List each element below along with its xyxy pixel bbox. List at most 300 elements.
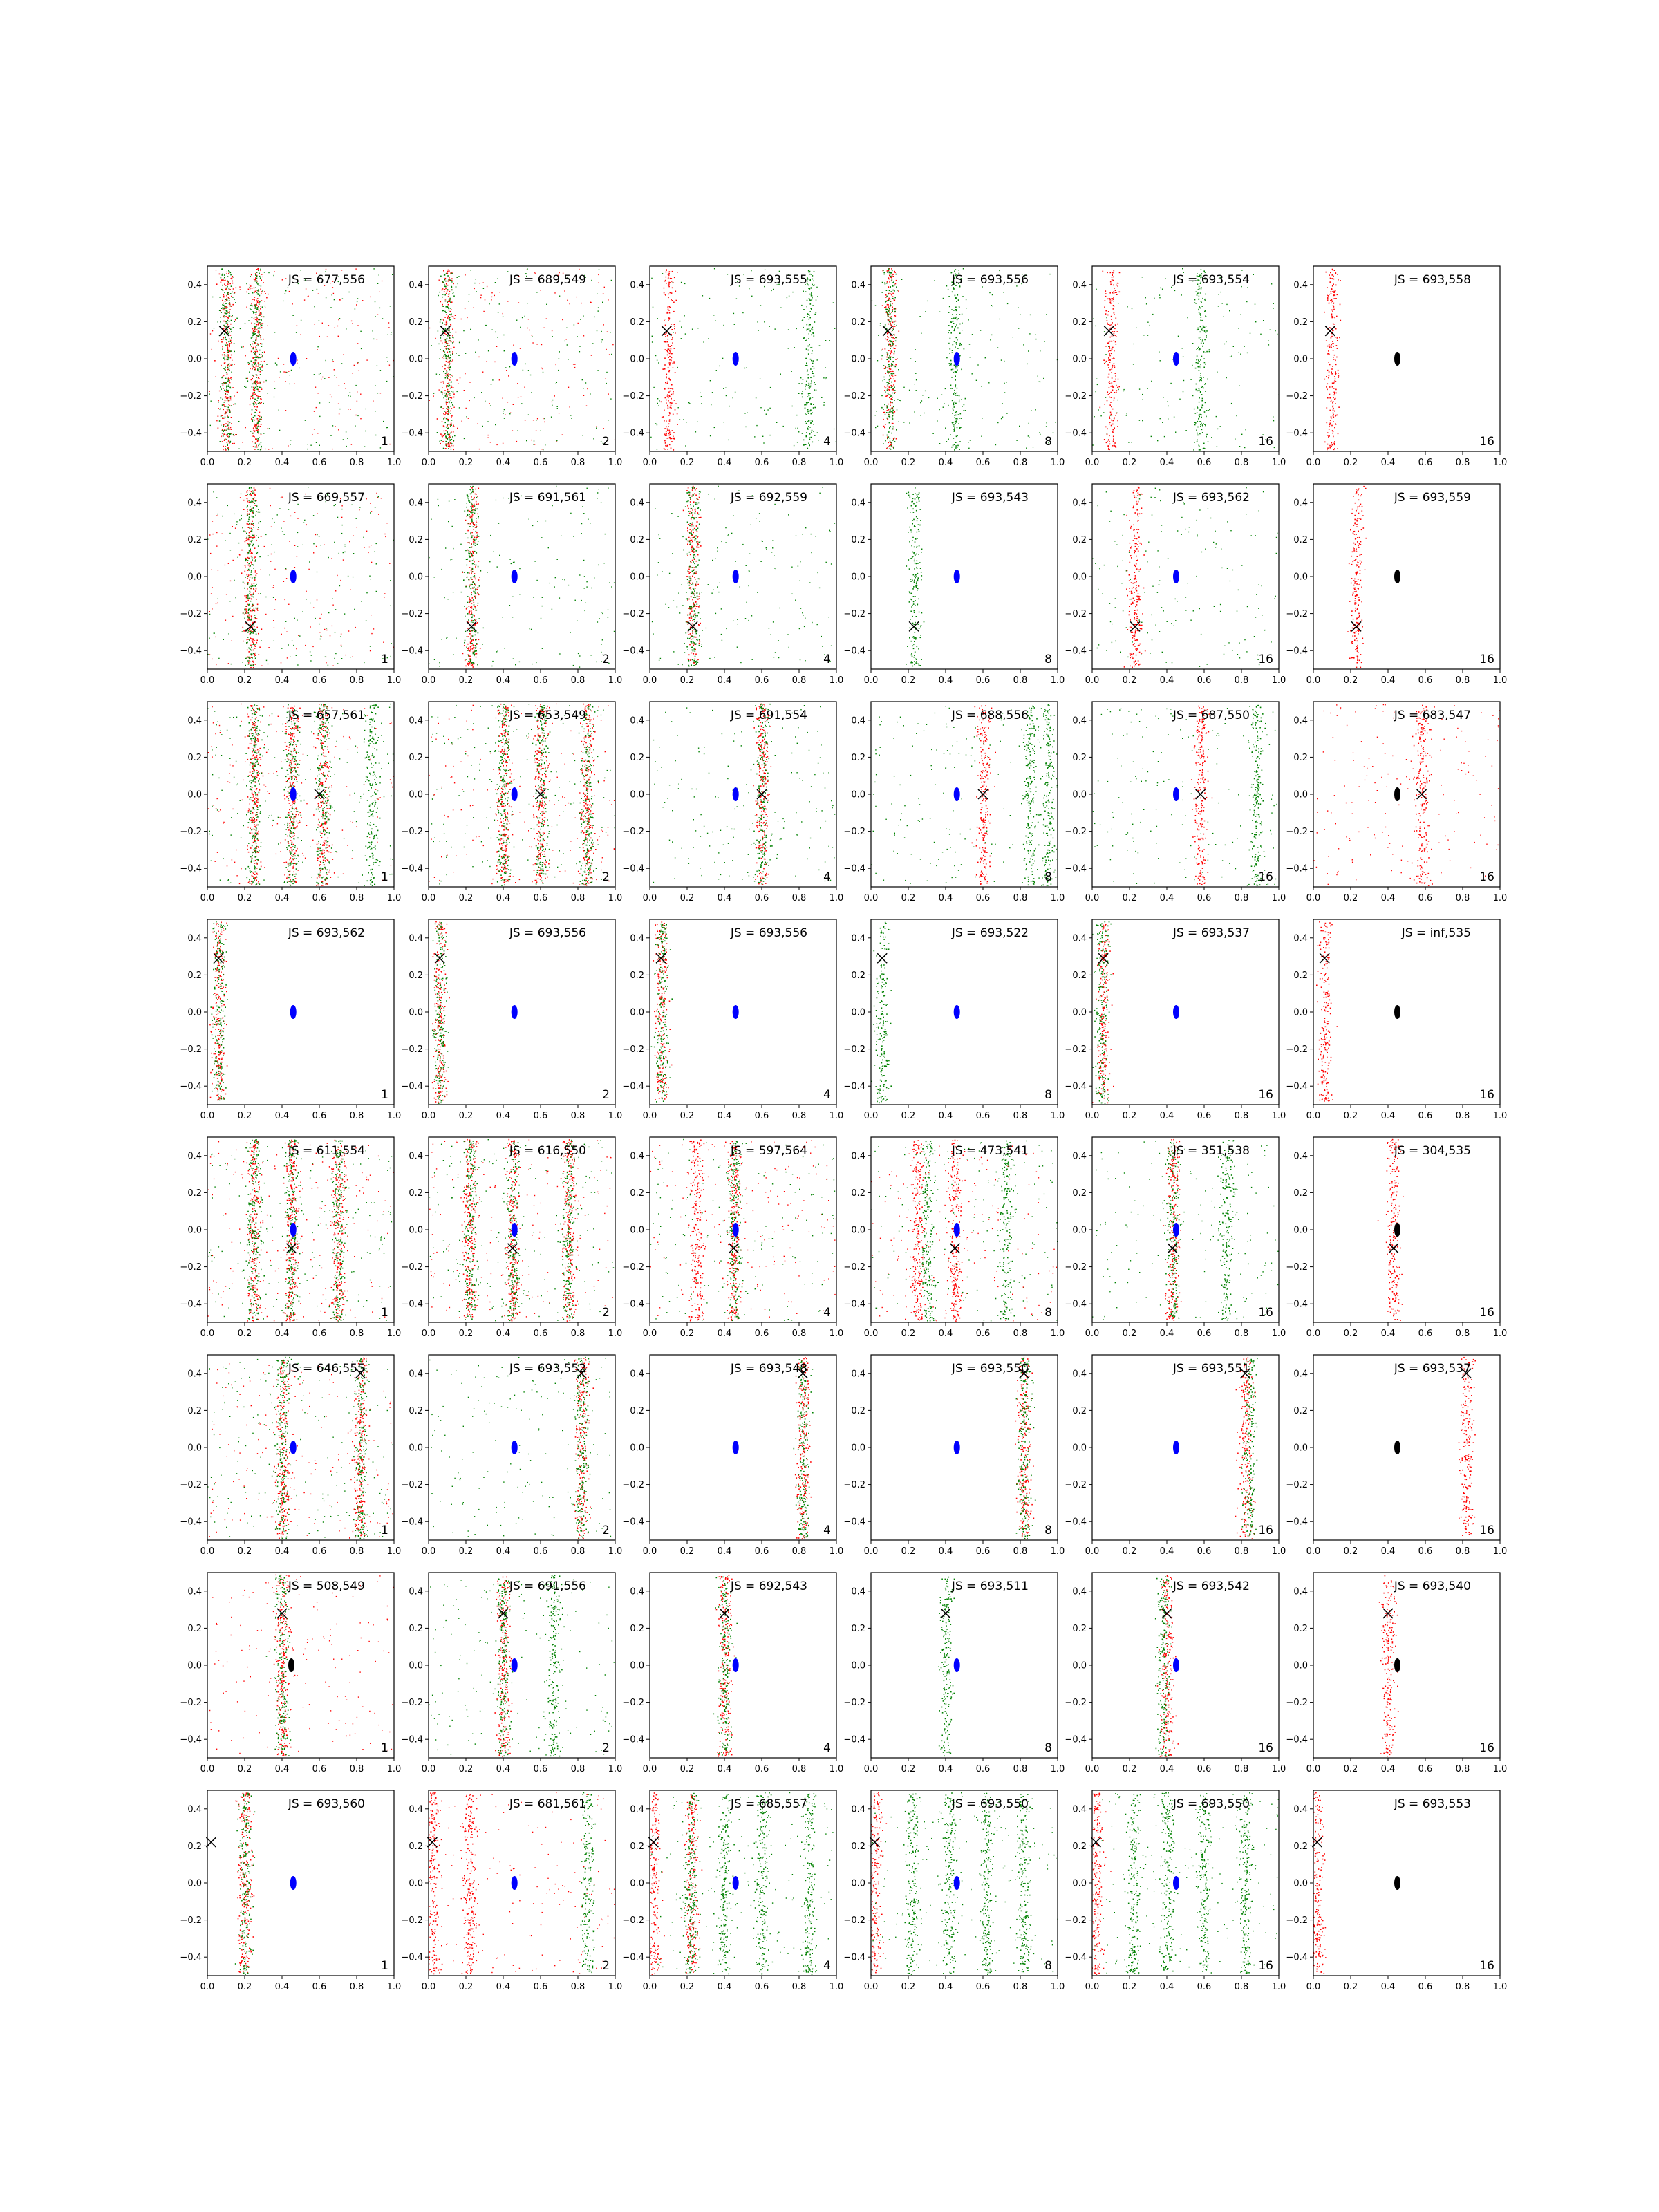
red-point [228,312,229,313]
green-point [954,392,955,393]
red-point [671,329,673,330]
green-point [260,277,261,279]
red-point [1331,344,1333,345]
green-point [223,639,224,640]
green-point [248,320,250,321]
red-point [228,427,229,429]
green-point [253,507,254,509]
green-point [1196,359,1197,361]
red-point [256,300,257,301]
green-point [230,396,232,397]
green-point [209,393,210,394]
green-point [256,357,258,358]
green-point [229,368,230,370]
green-point [887,372,888,373]
green-point [248,609,250,610]
green-point [953,410,954,411]
red-point [1113,420,1114,422]
green-point [253,508,254,509]
red-point [225,285,227,286]
green-point [1197,433,1198,434]
green-point [1201,377,1202,379]
red-point [388,322,389,323]
red-point [671,447,672,449]
green-point [227,355,228,357]
red-point [251,562,252,563]
green-point [521,403,522,404]
green-point [249,514,250,515]
green-point [1199,421,1201,422]
red-point [283,371,284,372]
green-point [1201,302,1202,303]
green-point [948,405,949,406]
green-point [1200,339,1201,340]
red-point [895,359,897,360]
red-point [447,395,448,396]
red-point [442,382,444,383]
red-point [894,326,896,327]
red-point [1336,345,1338,346]
red-point [1339,337,1340,339]
red-point [1327,295,1328,297]
red-point [233,288,234,289]
green-point [1199,306,1200,308]
red-point [254,645,256,646]
red-point [251,528,252,529]
red-point [1115,375,1116,377]
green-point [957,348,959,349]
green-point [1167,401,1168,402]
green-point [805,340,807,341]
green-point [701,403,702,404]
red-point [254,558,255,559]
red-point [445,413,447,414]
green-point [446,341,447,342]
red-point [1333,276,1334,277]
green-point [246,378,247,379]
red-point [1329,424,1331,426]
green-point [892,298,894,299]
green-point [254,382,255,383]
green-point [224,277,225,279]
red-point [248,539,250,541]
green-point [1199,388,1200,389]
red-point [231,316,232,317]
green-point [231,285,232,287]
red-point [1340,320,1342,321]
green-point [890,301,891,303]
green-point [504,409,505,410]
green-point [953,317,955,319]
green-point [227,385,228,386]
green-point [894,390,896,391]
red-point [315,387,316,388]
green-point [957,447,958,448]
red-point [328,325,329,326]
green-point [810,384,812,385]
green-point [229,366,230,367]
green-point [254,332,255,334]
red-point [248,565,250,566]
green-point [892,330,893,331]
red-point [453,431,454,433]
green-point [260,364,261,365]
red-point [1335,337,1336,338]
green-point [447,335,449,337]
green-point [221,269,223,270]
red-point [446,293,447,294]
red-point [233,560,234,561]
red-point [1333,392,1335,393]
green-point [915,373,916,374]
red-point [1118,283,1119,284]
green-point [448,326,449,327]
green-point [807,429,809,430]
green-point [894,441,896,442]
green-point [328,612,329,613]
green-point [250,527,251,529]
red-point [254,655,255,656]
green-point [224,359,225,361]
red-point [230,397,232,399]
green-point [259,367,261,368]
green-point [899,400,900,401]
green-point [244,588,245,589]
red-point [253,446,254,447]
green-point [1142,276,1143,277]
red-point [669,412,671,413]
green-point [1192,395,1193,396]
green-point [447,375,449,377]
green-point [376,563,377,564]
red-point [261,316,263,317]
green-point [810,368,812,370]
red-point [1337,348,1338,349]
green-point [703,341,704,342]
cross-marker [883,326,892,336]
y-tick-label: −0.4 [401,429,423,439]
corner-label: 4 [823,435,831,449]
green-point [254,392,255,393]
red-point [668,286,670,288]
green-point [809,395,810,396]
green-point [254,369,255,371]
green-point [250,608,251,609]
green-point [259,512,261,513]
green-point [259,364,260,366]
red-point [452,328,453,330]
red-point [230,335,232,336]
red-point [223,310,225,311]
green-point [369,576,370,577]
green-point [921,400,922,401]
green-point [655,355,656,356]
red-point [513,345,514,346]
red-point [1113,285,1114,286]
green-point [723,325,724,326]
red-point [254,536,256,538]
green-point [231,405,232,406]
green-point [985,357,986,358]
red-point [231,355,232,356]
green-point [262,355,263,357]
green-point [551,417,552,418]
red-point [667,355,668,356]
green-point [231,331,232,332]
green-point [446,408,447,409]
green-point [1199,415,1200,416]
red-point [664,388,666,390]
red-point [229,379,231,380]
green-point [247,660,249,662]
red-point [255,505,256,506]
green-point [953,323,955,324]
red-point [443,382,444,384]
red-point [1333,309,1335,310]
red-point [453,393,455,395]
red-point [249,629,250,630]
green-point [877,426,878,427]
red-point [1112,335,1113,337]
green-point [451,402,453,404]
red-point [229,289,231,290]
green-point [1200,313,1201,315]
red-point [234,443,235,444]
red-point [445,299,447,300]
red-point [254,430,255,431]
red-point [1335,415,1336,417]
green-point [887,388,888,389]
green-point [807,428,809,429]
green-point [798,393,800,394]
green-point [807,375,809,376]
green-point [252,538,253,539]
green-point [324,378,325,379]
red-point [249,502,250,503]
green-point [952,292,953,293]
green-point [253,527,254,528]
red-point [313,552,314,553]
center-ellipse-marker [290,570,297,583]
red-point [1109,341,1111,342]
green-point [453,440,454,441]
red-point [254,424,255,425]
red-point [447,379,449,380]
green-point [1171,287,1172,288]
red-point [517,383,518,384]
red-point [226,342,227,344]
red-point [227,436,229,438]
green-point [887,371,888,373]
green-point [1199,292,1200,294]
green-point [247,505,248,507]
green-point [438,295,439,296]
green-point [227,299,228,301]
red-point [371,562,372,563]
green-point [451,391,453,392]
green-point [1199,409,1201,411]
green-point [885,368,886,369]
green-point [891,433,892,434]
green-point [450,308,451,309]
red-point [260,426,261,427]
green-point [249,363,250,364]
green-point [889,422,890,424]
green-point [722,358,723,359]
green-point [885,391,886,393]
green-point [1255,321,1256,322]
red-point [1111,319,1112,320]
red-point [256,573,258,574]
x-tick-label: 0.0 [200,458,215,468]
x-tick-label: 0.0 [864,458,879,468]
green-point [248,664,250,665]
red-point [1114,442,1116,444]
green-point [957,339,958,341]
green-point [346,446,347,447]
green-point [225,306,227,307]
green-point [249,657,250,658]
green-point [248,500,250,501]
red-point [226,273,227,274]
green-point [1202,330,1203,331]
green-point [950,364,952,366]
red-point [1112,390,1114,391]
green-point [259,319,261,321]
red-point [251,494,252,496]
red-point [254,279,256,281]
green-point [449,374,451,375]
green-point [383,421,384,422]
green-point [219,310,221,311]
red-point [892,397,893,398]
green-point [892,346,893,348]
green-point [314,374,315,375]
red-point [231,429,232,430]
red-point [442,408,444,409]
red-point [210,553,211,554]
green-point [447,306,448,308]
red-point [448,373,449,374]
green-point [276,364,277,365]
green-point [449,357,451,359]
red-point [444,368,446,370]
red-point [254,390,256,391]
red-point [1114,312,1115,314]
red-point [261,628,263,630]
green-point [436,374,437,375]
green-point [253,341,254,342]
green-point [889,272,890,274]
red-point [666,445,668,447]
green-point [257,321,259,323]
green-point [593,438,594,439]
green-point [451,439,453,440]
green-point [948,296,950,297]
green-point [1001,418,1002,419]
green-point [814,376,815,377]
green-point [241,346,242,347]
red-point [251,657,252,658]
red-point [1109,299,1111,301]
red-point [453,425,454,427]
red-point [255,273,256,274]
green-point [968,319,969,321]
red-point [317,349,318,350]
green-point [957,388,958,389]
red-point [894,335,895,336]
green-point [1202,425,1203,427]
red-point [451,445,452,447]
x-tick-label: 1.0 [387,675,402,686]
green-point [812,275,814,276]
green-point [445,444,447,445]
green-point [257,397,259,399]
green-point [955,368,957,369]
green-point [273,597,274,598]
red-point [665,382,666,384]
green-point [806,432,807,433]
green-point [447,356,449,357]
green-point [955,415,957,416]
red-point [464,390,465,391]
red-point [668,349,669,350]
y-tick-label: 0.2 [1072,317,1087,328]
red-point [1117,285,1118,287]
green-point [456,353,457,354]
green-point [225,393,226,394]
green-point [251,570,252,572]
green-point [220,321,221,323]
red-point [1335,273,1337,274]
green-point [953,393,955,395]
red-point [1114,333,1115,335]
green-point [812,327,814,328]
red-point [671,407,672,409]
red-point [344,383,345,384]
green-point [1123,389,1124,390]
green-point [1200,320,1201,321]
green-point [266,364,267,365]
red-point [883,419,884,420]
red-point [1335,403,1336,404]
red-point [889,386,890,388]
green-point [896,274,897,275]
green-point [245,561,246,562]
green-point [773,289,774,290]
green-point [440,319,442,321]
red-point [675,291,677,292]
green-point [382,318,383,319]
js-annotation: JS = 693,556 [951,273,1029,287]
green-point [895,366,897,368]
green-point [449,300,450,301]
green-point [813,285,814,286]
red-point [887,281,888,283]
red-point [254,318,255,319]
green-point [888,300,890,301]
green-point [451,272,452,273]
green-point [249,372,250,373]
green-point [958,423,959,424]
green-point [285,568,286,569]
green-point [1206,436,1207,438]
green-point [252,644,254,645]
point-cloud [429,268,616,450]
green-point [812,350,813,352]
green-point [894,311,896,312]
green-point [1209,409,1210,411]
